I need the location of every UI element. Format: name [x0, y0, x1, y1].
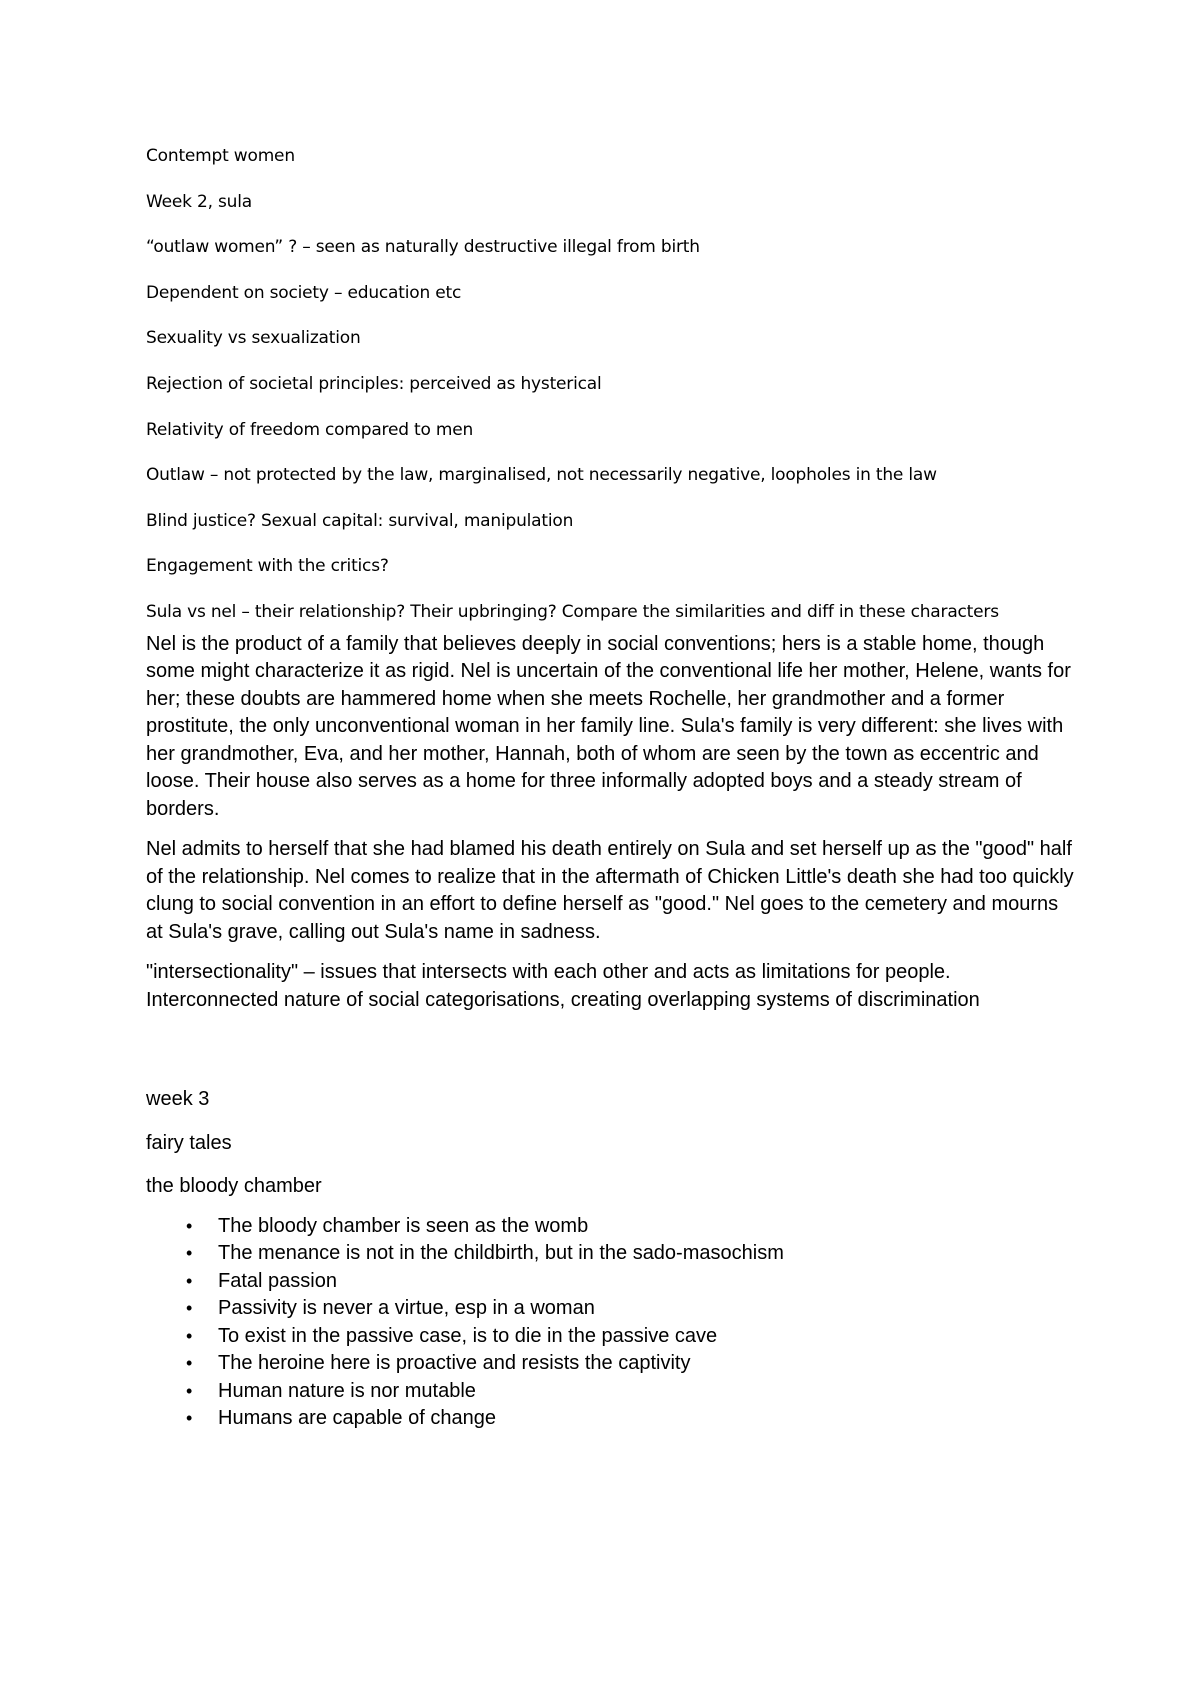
note-line: Sexuality vs sexualization — [146, 328, 361, 349]
paragraph: Nel is the product of a family that believes deeply in social conventions; hers is a stable home, though some might characterize it as rigid. Nel is uncertain of the conventional life her mother, Helene, wants for her; these doubts are hammered home when she meets Rochelle, her grandmother and a former prostitute, the only unconventional woman in her family line. Sula's family is very different: she lives with her grandmother, Eva, and her mother, Hannah, both of whom are seen by the town as eccentric and loose. Their house also serves as a home for three informally adopted boys and a steady stream of borders. — [146, 632, 1071, 820]
note-line: “outlaw women” ? – seen as naturally destructive illegal from birth — [146, 237, 700, 258]
week3-heading: week 3 — [146, 1088, 210, 1111]
bullet-list — [146, 1213, 1076, 1433]
note-line: Relativity of freedom compared to men — [146, 419, 474, 440]
list-item-text: Passivity is never a virtue, esp in a woman — [218, 1297, 595, 1320]
bullet-icon: • — [186, 1380, 193, 1401]
list-item — [146, 1295, 1076, 1323]
list-item — [146, 1213, 1076, 1241]
list-item — [146, 1323, 1076, 1351]
list-item-text: Humans are capable of change — [218, 1407, 496, 1430]
list-item-text: The bloody chamber is seen as the womb — [218, 1214, 589, 1237]
note-line: Blind justice? Sexual capital: survival, manipulation — [146, 510, 574, 531]
note-line: Engagement with the critics? — [146, 556, 389, 577]
list-item-text: To exist in the passive case, is to die in the passive cave — [218, 1324, 718, 1347]
list-item — [146, 1350, 1076, 1378]
paragraph: "intersectionality" – issues that intersects with each other and acts as limitations for people. Interconnected nature of social categorisations, creating overlapping systems of discrimination — [146, 961, 980, 1011]
week3-topic: fairy tales — [146, 1131, 232, 1154]
list-item — [146, 1268, 1076, 1296]
bullet-icon: • — [186, 1215, 193, 1236]
bullet-icon: • — [186, 1243, 193, 1264]
note-title: Contempt women — [146, 146, 295, 166]
list-item — [146, 1405, 1076, 1433]
bullet-icon: • — [186, 1298, 193, 1319]
bullet-icon: • — [186, 1325, 193, 1346]
list-item-text: The menance is not in the childbirth, but in the sado-masochism — [218, 1242, 784, 1265]
bullet-icon: • — [186, 1408, 193, 1429]
list-item-text: Fatal passion — [218, 1269, 337, 1292]
note-line: Outlaw – not protected by the law, marginalised, not necessarily negative, loopholes in the law — [146, 465, 937, 486]
week3-subtopic: the bloody chamber — [146, 1175, 322, 1198]
list-item — [146, 1240, 1076, 1268]
note-line: Dependent on society – education etc — [146, 282, 462, 303]
document-body — [146, 145, 1076, 1433]
note-line: Rejection of societal principles: perceived as hysterical — [146, 373, 602, 394]
list-item-text: Human nature is nor mutable — [218, 1379, 476, 1402]
paragraph: Nel admits to herself that she had blamed his death entirely on Sula and set herself up as the "good" half of the relationship. Nel comes to realize that in the aftermath of Chicken Little's death she had too quickly clung to social convention in an effort to define herself as "good." Nel goes to the cemetery and mourns at Sula's grave, calling out Sula's name in sadness. — [146, 838, 1074, 943]
list-item-text: The heroine here is proactive and resists the captivity — [218, 1352, 691, 1375]
bullet-icon: • — [186, 1353, 193, 1374]
spacer — [146, 1027, 1076, 1086]
list-item — [146, 1378, 1076, 1406]
note-line: Sula vs nel – their relationship? Their upbringing? Compare the similarities and diff in these characters — [146, 601, 999, 622]
note-week: Week 2, sula — [146, 191, 252, 212]
bullet-icon: • — [186, 1270, 193, 1291]
